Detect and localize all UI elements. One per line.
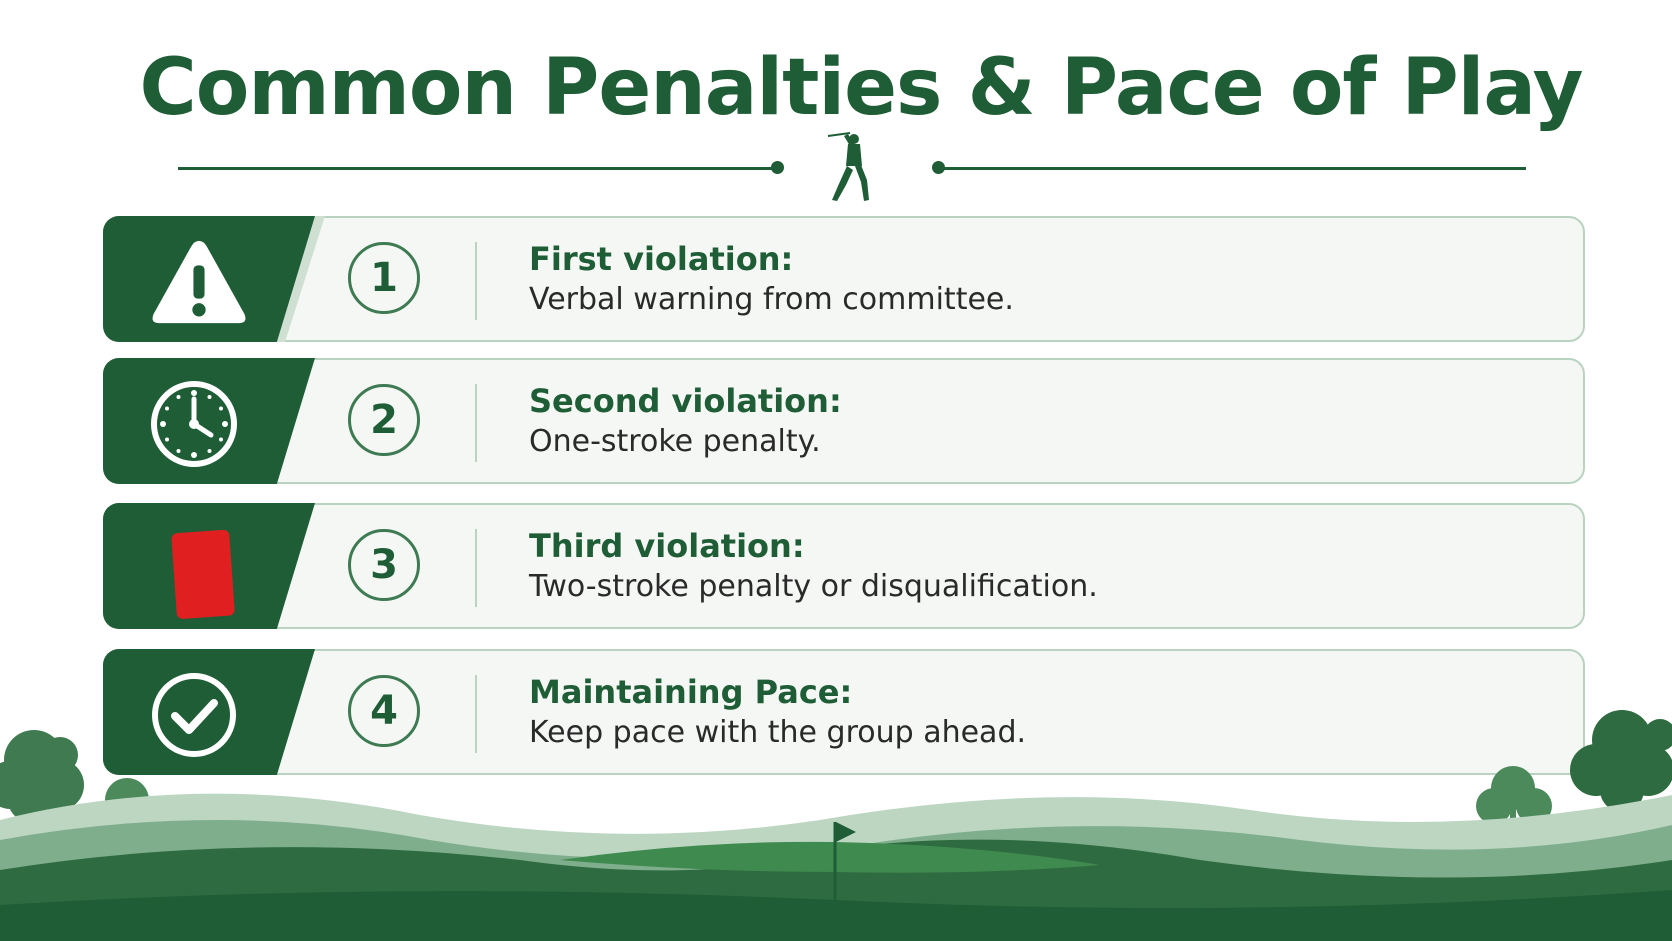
row-title: First violation:: [529, 240, 794, 278]
row-description: One-stroke penalty.: [529, 424, 821, 459]
page-title: Common Penalties & Pace of Play: [139, 43, 1583, 133]
red-card-icon: [149, 519, 239, 619]
penalty-row-2: [103, 358, 1585, 484]
row-description: Verbal warning from committee.: [529, 282, 1014, 317]
row-description: Two-stroke penalty or disqualification.: [529, 569, 1098, 604]
row-title: Maintaining Pace:: [529, 673, 853, 711]
row-separator: [475, 529, 477, 607]
divider-dot-left: [771, 161, 784, 174]
row-description: Keep pace with the group ahead.: [529, 715, 1027, 750]
title-divider-left: [178, 167, 778, 170]
warning-triangle-icon: [149, 232, 249, 332]
step-number-1: 1: [348, 242, 420, 314]
penalty-row-1: [103, 216, 1585, 342]
golf-flag-icon: [820, 818, 860, 918]
row-title: Third violation:: [529, 527, 805, 565]
clock-icon: [149, 379, 239, 469]
penalty-row-3: [103, 503, 1585, 629]
title-divider-right: [940, 167, 1526, 170]
row-separator: [475, 242, 477, 320]
step-number-3: 3: [348, 529, 420, 601]
row-separator: [475, 384, 477, 462]
golfer-icon: [824, 130, 884, 205]
row-title: Second violation:: [529, 382, 842, 420]
step-number-2: 2: [348, 384, 420, 456]
step-number-4: 4: [348, 675, 420, 747]
